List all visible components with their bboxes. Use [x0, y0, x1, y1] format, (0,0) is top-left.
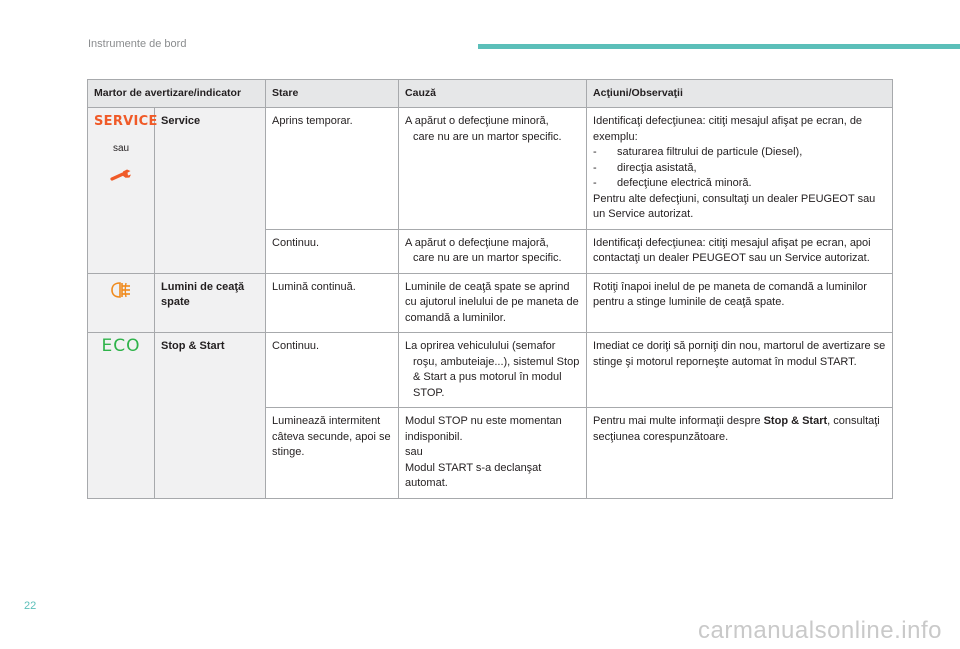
- cause-line: Modul STOP nu este momentan indisponibil.: [405, 415, 562, 443]
- list-item: - direcţia asistată,: [593, 161, 697, 174]
- list-item: - defecţiune electrică minoră.: [593, 177, 752, 189]
- service-name: Service: [155, 108, 266, 274]
- cause-line: A apărut o defecţiune majoră,: [405, 236, 549, 249]
- fog-state: Lumină continuă.: [266, 273, 399, 333]
- cause-line: La oprirea vehiculului (semafor: [405, 340, 556, 352]
- service-state-2: Continuu.: [266, 229, 399, 273]
- cause-line: A apărut o defecţiune minoră,: [405, 115, 549, 127]
- fog-name: Lumini de ceaţă spate: [155, 273, 266, 333]
- column-header-cause: Cauză: [399, 80, 587, 108]
- header-accent-bar: [478, 44, 960, 49]
- actions-intro: Identificaţi defecţiunea: citiţi mesajul afişat pe ecran, de exemplu:: [593, 115, 863, 143]
- fog-actions: Rotiţi înapoi inelul de pe maneta de comandă a luminilor pentru a stinge luminile de ceaţă spate.: [587, 273, 893, 333]
- cause-line: care nu are un martor specific.: [413, 252, 562, 264]
- stopstart-actions-1: Imediat ce doriţi să porniţi din nou, martorul de avertizare se stinge şi motorul reporneşte automat în modul START.: [587, 333, 893, 408]
- cause-line: Modul START s-a declanşat automat.: [405, 461, 542, 489]
- fog-icon-cell: [88, 273, 155, 333]
- stopstart-name: Stop & Start: [155, 333, 266, 499]
- service-logo: SERVICE: [94, 114, 158, 129]
- actions-outro: Pentru alte defecţiuni, consultaţi un dealer PEUGEOT sau un Service autorizat.: [593, 192, 876, 220]
- fog-cause: Luminile de ceaţă spate se aprind cu ajutorul inelului de pe maneta de comandă a luminilor.: [399, 273, 587, 333]
- page-number: 22: [24, 600, 37, 612]
- service-cause-2: [399, 229, 587, 273]
- bold-term: Stop & Start: [763, 415, 828, 427]
- watermark: carmanualsonline.info: [698, 617, 942, 644]
- column-header-state: Stare: [266, 80, 399, 108]
- cause-line: sau: [405, 446, 423, 458]
- service-cause-1: [399, 108, 587, 230]
- stopstart-actions-2: Pentru mai multe informaţii despre Stop & Start, consultaţi secţiunea corespunzătoare.: [587, 408, 893, 499]
- service-icon-cell: [88, 108, 158, 274]
- stopstart-state-1: Continuu.: [266, 333, 399, 408]
- rear-fog-light-icon: [109, 280, 133, 300]
- service-state-1: Aprins temporar.: [266, 108, 399, 230]
- stopstart-cause-1: [399, 333, 587, 408]
- cause-line: care nu are un martor specific.: [413, 130, 562, 143]
- eco-icon: ECO: [101, 336, 141, 356]
- list-item: - saturarea filtrului de particule (Diesel),: [593, 146, 803, 158]
- table-row: [88, 333, 893, 408]
- service-actions-1: [587, 108, 893, 230]
- warning-lights-table: [87, 79, 893, 499]
- table-row: [88, 273, 893, 333]
- column-header-indicator: Martor de avertizare/indicator: [88, 80, 266, 108]
- wrench-icon: [110, 168, 132, 182]
- table-header-row: [88, 80, 893, 108]
- stopstart-cause-2: [399, 408, 587, 499]
- service-actions-2: Identificaţi defecţiunea: citiţi mesajul afişat pe ecran, apoi contactaţi un dealer PEUGEOT sau un Service autorizat.: [587, 229, 893, 273]
- column-header-actions: Acţiuni/Observaţii: [587, 80, 893, 108]
- or-label: sau: [112, 142, 130, 154]
- section-title: Instrumente de bord: [88, 38, 187, 50]
- eco-icon-cell: [88, 333, 155, 499]
- stopstart-state-2: Luminează intermitent câteva secunde, apoi se stinge.: [266, 408, 399, 499]
- cause-line: roşu, ambuteiaje...), sistemul Stop & Start a pus motorul în modul STOP.: [413, 355, 580, 399]
- table-row: [88, 108, 893, 230]
